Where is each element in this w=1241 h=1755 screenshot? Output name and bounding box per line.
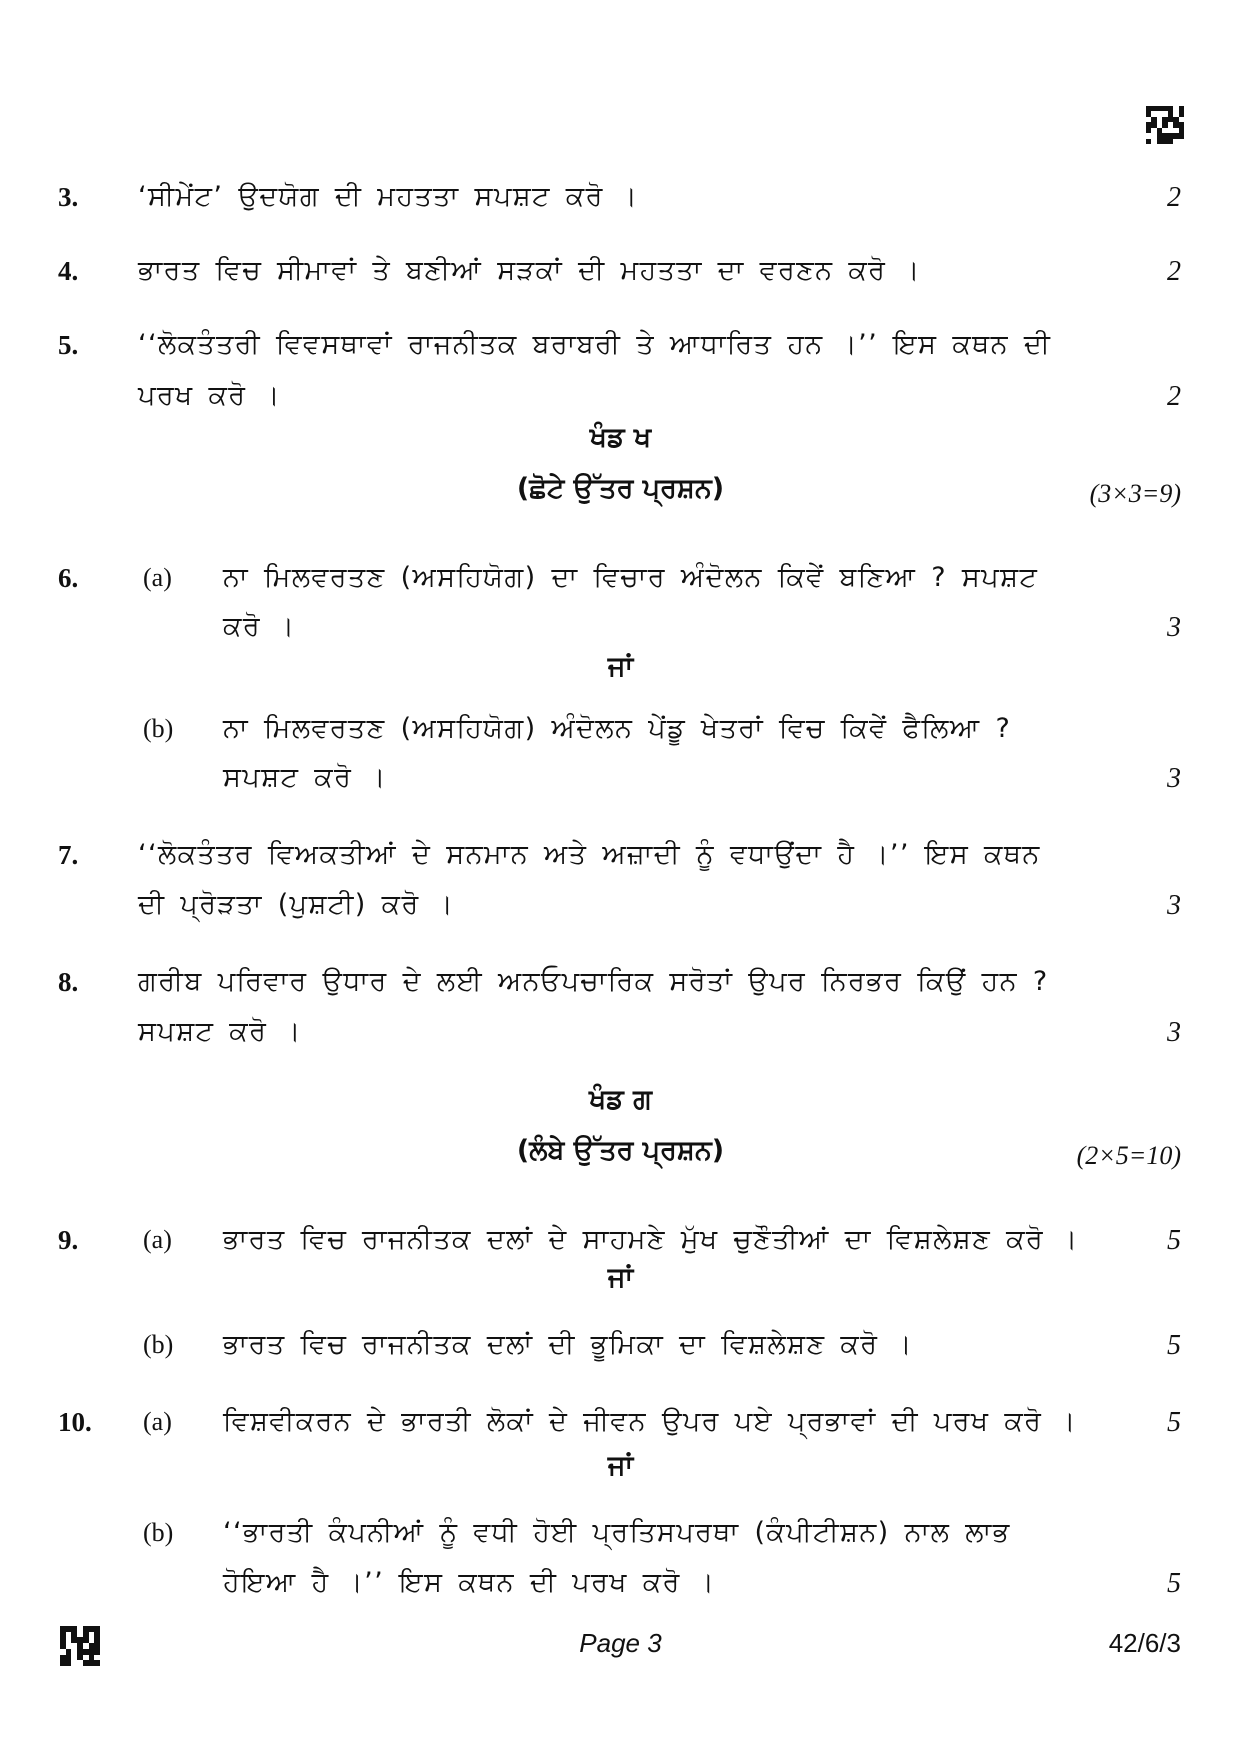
or-separator: ਜਾਂ (607, 1450, 634, 1481)
sub-question-label: (b) (143, 1330, 174, 1359)
question-text: ‘‘ਲੋਕਤੰਤਰੀ ਵਿਵਸਥਾਵਾਂ ਰਾਜਨੀਤਕ ਬਰਾਬਰੀ ਤੇ ਆਧਾਰਿਤ ਹਨ ।’’ ਇਸ ਕਥਨ ਦੀ (138, 329, 1052, 360)
marks-allocation: (2×5=10) (1076, 1141, 1181, 1170)
marks: 2 (1167, 182, 1181, 213)
marks: 5 (1167, 1225, 1181, 1256)
question-text: ਗਰੀਬ ਪਰਿਵਾਰ ਉਧਾਰ ਦੇ ਲਈ ਅਨਓਪਚਾਰਿਕ ਸਰੋਤਾਂ ਉਪਰ ਨਿਰਭਰ ਕਿਉਂ ਹਨ ? (138, 966, 1049, 997)
question-text: ਦੀ ਪ੍ਰੋੜਤਾ (ਪੁਸ਼ਟੀ) ਕਰੋ । (138, 889, 455, 920)
question-text: ਨਾ ਮਿਲਵਰਤਣ (ਅਸਹਿਯੋਗ) ਦਾ ਵਿਚਾਰ ਅੰਦੋਲਨ ਕਿਵੇਂ ਬਣਿਆ ? ਸਪਸ਼ਟ (223, 562, 1039, 593)
section-subtitle: (ਛੋਟੇ ਉੱਤਰ ਪ੍ਰਸ਼ਨ) (516, 473, 725, 504)
qr-module (94, 1660, 100, 1666)
question-text: ਸਪਸ਼ਟ ਕਰੋ । (223, 762, 387, 793)
marks: 5 (1167, 1407, 1181, 1438)
section-title: ਖੰਡ ਗ (589, 1084, 652, 1115)
question-text: ‘‘ਲੋਕਤੰਤਰ ਵਿਅਕਤੀਆਂ ਦੇ ਸਨਮਾਨ ਅਤੇ ਅਜ਼ਾਦੀ ਨੂੰ ਵਧਾਉਂਦਾ ਹੈ ।’’ ਇਸ ਕਥਨ (138, 839, 1041, 870)
sub-question-label: (b) (143, 1518, 174, 1547)
marks: 3 (1167, 1017, 1181, 1048)
section-title: ਖੰਡ ਖ (589, 422, 652, 453)
sub-question-label: (a) (143, 1225, 172, 1254)
question-number: 6. (58, 563, 79, 593)
marks-allocation: (3×3=9) (1089, 479, 1181, 508)
question-number: 10. (58, 1407, 92, 1437)
question-number: 7. (58, 840, 79, 870)
marks: 3 (1167, 612, 1181, 643)
marks: 2 (1167, 381, 1181, 412)
question-number: 4. (58, 256, 79, 286)
question-text: ਵਿਸ਼ਵੀਕਰਨ ਦੇ ਭਾਰਤੀ ਲੋਕਾਂ ਦੇ ਜੀਵਨ ਉਪਰ ਪਏ ਪ੍ਰਭਾਵਾਂ ਦੀ ਪਰਖ ਕਰੋ । (223, 1406, 1077, 1437)
or-separator: ਜਾਂ (607, 1262, 634, 1293)
or-separator: ਜਾਂ (607, 651, 634, 682)
page-number: Page 3 (579, 1628, 662, 1658)
sub-question-label: (a) (143, 563, 172, 592)
qr-code-icon (1146, 106, 1184, 144)
question-text: ‘ਸੀਮੇਂਟ’ ਉਦਯੋਗ ਦੀ ਮਹਤਤਾ ਸਪਸ਼ਟ ਕਰੋ । (138, 181, 639, 212)
marks: 5 (1167, 1330, 1181, 1361)
question-number: 5. (58, 330, 79, 360)
question-number: 8. (58, 967, 79, 997)
paper-code: 42/6/3 (1108, 1628, 1181, 1658)
question-text: ਪਰਖ ਕਰੋ । (138, 380, 281, 411)
marks: 2 (1167, 256, 1181, 287)
marks: 3 (1167, 763, 1181, 794)
sub-question-label: (a) (143, 1407, 172, 1436)
question-text: ਹੋਇਆ ਹੈ ।’’ ਇਸ ਕਥਨ ਦੀ ਪਰਖ ਕਰੋ । (223, 1567, 716, 1598)
sub-question-label: (b) (143, 714, 174, 743)
question-text: ਕਰੋ । (223, 611, 296, 642)
question-text: ਭਾਰਤ ਵਿਚ ਰਾਜਨੀਤਕ ਦਲਾਂ ਦੇ ਸਾਹਮਣੇ ਮੁੱਖ ਚੁਣੌਤੀਆਂ ਦਾ ਵਿਸ਼ਲੇਸ਼ਣ ਕਰੋ । (223, 1224, 1079, 1255)
question-text: ਭਾਰਤ ਵਿਚ ਸੀਮਾਵਾਂ ਤੇ ਬਣੀਆਂ ਸੜਕਾਂ ਦੀ ਮਹਤਤਾ ਦਾ ਵਰਣਨ ਕਰੋ । (138, 255, 921, 286)
question-text: ਸਪਸ਼ਟ ਕਰੋ । (138, 1016, 302, 1047)
question-text: ‘‘ਭਾਰਤੀ ਕੰਪਨੀਆਂ ਨੂੰ ਵਧੀ ਹੋਈ ਪ੍ਰਤਿਸਪਰਥਾ (ਕੰਪੀਟੀਸ਼ਨ) ਨਾਲ ਲਾਭ (223, 1517, 1011, 1548)
marks: 5 (1167, 1568, 1181, 1599)
question-text: ਨਾ ਮਿਲਵਰਤਣ (ਅਸਹਿਯੋਗ) ਅੰਦੋਲਨ ਪੇਂਡੂ ਖੇਤਰਾਂ ਵਿਚ ਕਿਵੇਂ ਫੈਲਿਆ ? (223, 713, 1012, 744)
question-number: 3. (58, 182, 79, 212)
qr-module (1179, 139, 1184, 144)
question-text: ਭਾਰਤ ਵਿਚ ਰਾਜਨੀਤਕ ਦਲਾਂ ਦੀ ਭੂਮਿਕਾ ਦਾ ਵਿਸ਼ਲੇਸ਼ਣ ਕਰੋ । (223, 1329, 913, 1360)
question-number: 9. (58, 1225, 79, 1255)
marks: 3 (1167, 890, 1181, 921)
section-subtitle: (ਲੰਬੇ ਉੱਤਰ ਪ੍ਰਸ਼ਨ) (516, 1135, 725, 1166)
